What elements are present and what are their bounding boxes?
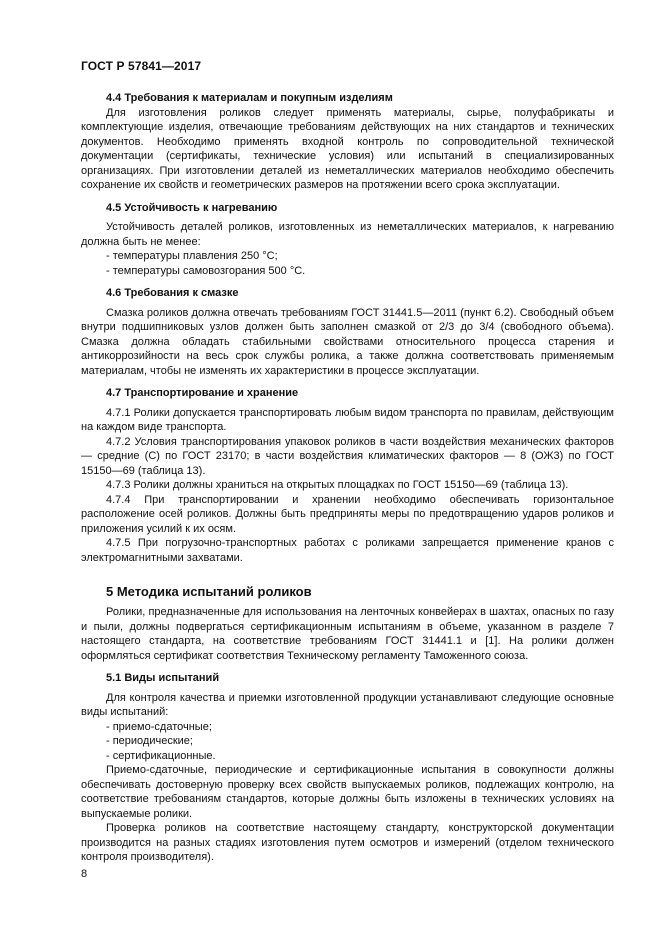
list-item: - температуры самовозгорания 500 °С. [106,264,306,277]
document-header: ГОСТ Р 57841—2017 [81,59,202,73]
section-4-7-title: 4.7 Транспортирование и хранение [106,387,299,399]
section-4-5-title: 4.5 Устойчивость к нагреванию [106,201,278,214]
section-5-1-title: 5.1 Виды испытаний [106,672,220,684]
clause-4-7-2: 4.7.2 Условия транспортирования упаковок роликов в части воздействия механических факторов — средние (С) по ГОСТ 23170; в части воздействия климатических факторов — 8 (ОЖ3) по ГОСТ 15150—69 (таблица 13). [81,435,614,477]
section-5-title: 5 Методика испытаний роликов [106,584,312,599]
document-body [81,91,614,865]
section-5-1-paragraph-3: Проверка роликов на соответствие настоящему стандарту, конструкторской документации производится на разных стадиях изготовления путем осмотров и измерений (отделом технического контроля производителя). [81,822,614,863]
section-4-5-list [81,249,614,278]
section-5-1-paragraph: Для контроля качества и приемки изготовленной продукции устанавливают следующие основные виды испытаний: [81,691,614,718]
clause-4-7-4: 4.7.4 При транспортировании и хранении необходимо обеспечивать горизонтальное расположение осей роликов. Должны быть предприняты меры по предотвращению ударов роликов и приложения усилий к их осям. [81,493,614,535]
clause-4-7-3: 4.7.3 Ролики должны храниться на открытых площадках по ГОСТ 15150—69 (таблица 13). [106,479,569,491]
list-item: - температуры плавления 250 °С; [106,250,278,262]
section-5-1-paragraph-2: Приемо-сдаточные, периодические и сертификационные испытания в совокупности должны обеспечивать достоверную проверку всех свойств выпускаемых роликов, подлежащих контролю, на соответствие требованиям стандартов, которые должны быть изложены в технических условиях на выпускаемые ролики. [81,764,614,820]
section-4-5-paragraph: Устойчивость деталей роликов, изготовленных из неметаллических материалов, к нагреванию должна быть не менее: [81,221,614,248]
clause-4-7-1: 4.7.1 Ролики допускается транспортировать любым видом транспорта по правилам, действующим на каждом виде транспорта. [81,406,614,433]
list-item: - приемо-сдаточные; [106,720,212,733]
section-4-4-paragraph: Для изготовления роликов следует применять материалы, сырье, полуфабрикаты и комплектующие изделия, отвечающие требованиям действующих на них стандартов и технических документов. Необходимо применять входной контроль по сопроводительной технической документации (сертификаты, технические условия) или испытаний в специализированных организациях. При изготовлении деталей из неметаллических материалов необходимо обеспечить сохранение их свойств и геометрических размеров на протяжении всего срока эксплуатации. [81,106,614,191]
list-item: - периодические; [106,735,193,747]
section-4-6-paragraph: Смазка роликов должна отвечать требованиям ГОСТ 31441.5—2011 (пункт 6.2). Свободный объем внутри подшипниковых узлов должен быть заполнен смазкой от 2/3 до 3/4 (свободного объема). Смазка должна обладать стабильными свойствами относительного процесса старения и антикоррозийности на весь срок службы ролика, а также должна соответствовать применяемым материалам, чтобы не изменять их характеристики в процессе эксплуатации. [81,306,614,377]
section-5-1-list [81,720,614,764]
section-4-6-title: 4.6 Требования к смазке [106,287,239,299]
clause-4-7-5: 4.7.5 При погрузочно-транспортных работах с роликами запрещается применение кранов с электромагнитными захватами. [81,537,614,564]
page-number: 8 [81,868,88,880]
section-5-paragraph: Ролики, предназначенные для использования на ленточных конвейерах в шахтах, опасных по газу и пыли, должны подвергаться сертификационным испытаниям в объеме, указанном в разделе 7 настоящего стандарта, на соответствие требованиям ГОСТ 31441.1 и [1]. На ролики должен оформляться сертификат соответствия Техническому регламенту Таможенного союза. [81,606,614,662]
section-4-4-title: 4.4 Требования к материалам и покупным изделиям [106,92,393,104]
list-item: - сертификационные. [106,749,216,762]
